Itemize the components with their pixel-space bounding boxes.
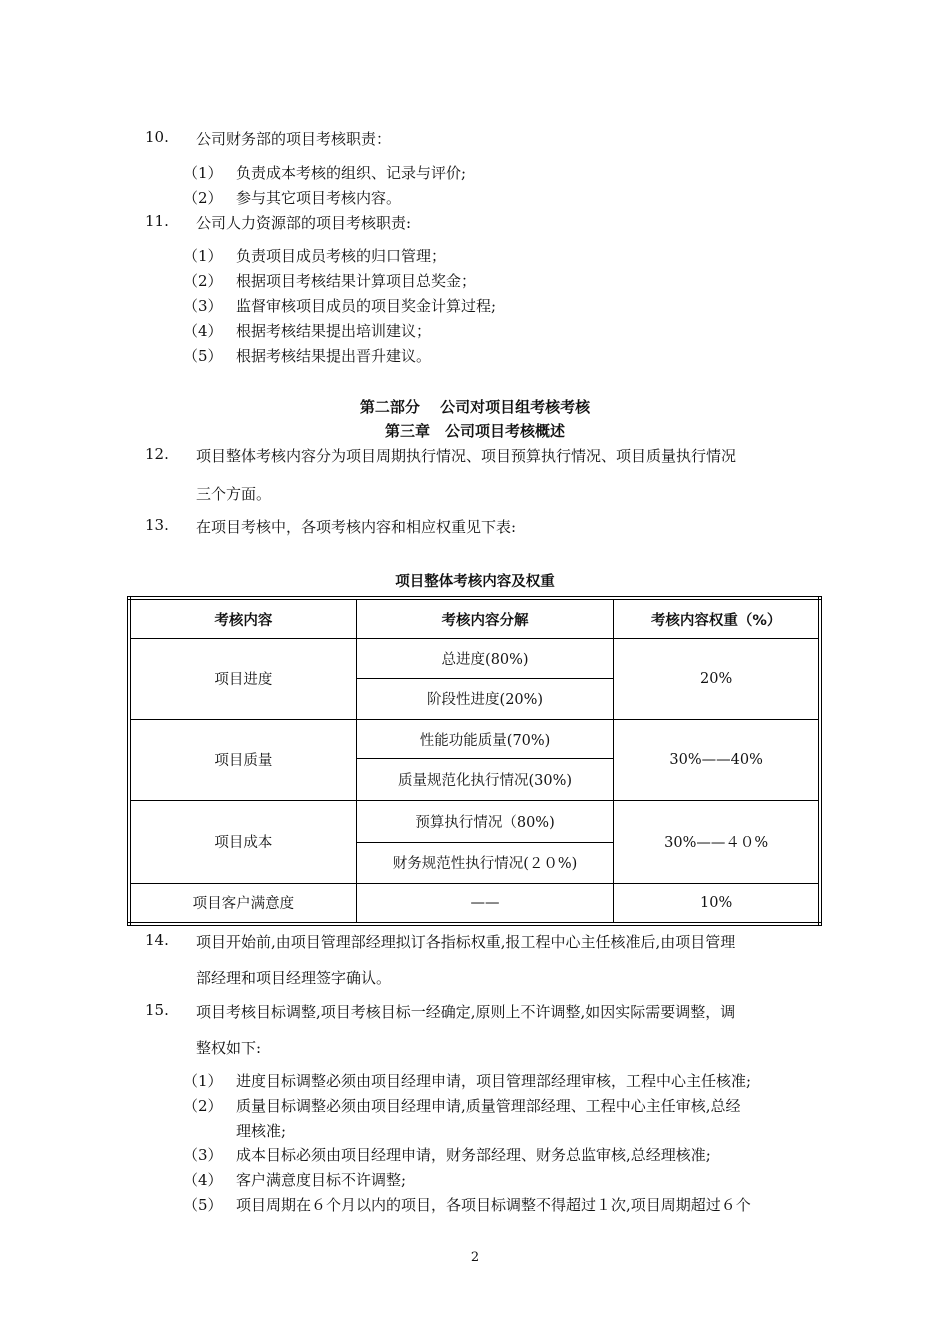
weight-value: 20% [614, 639, 820, 719]
header-weight: 考核内容权重（%） [614, 598, 820, 639]
item-11-sub-2-number: （2） [183, 272, 223, 290]
item-15-sub-3-text: 成本目标必须由项目经理申请，财务部经理、财务总监审核,总经理核准; [236, 1146, 711, 1164]
group-name: 项目客户满意度 [129, 883, 356, 924]
item-11-text: 公司人力资源部的项目考核职责: [196, 214, 412, 232]
item-15-line-1: 项目考核目标调整,项目考核目标一经确定,原则上不许调整,如因实际需要调整，调 [196, 1003, 736, 1021]
item-11-sub-4-number: （4） [183, 322, 223, 340]
item-12-line-2: 三个方面。 [196, 485, 272, 503]
item-14-line-2: 部经理和项目经理签字确认。 [196, 969, 392, 987]
item-15-sub-4-number: （4） [183, 1171, 223, 1189]
header-breakdown: 考核内容分解 [356, 598, 613, 639]
table-caption: 项目整体考核内容及权重 [395, 574, 555, 590]
item-11-sub-1-number: （1） [183, 247, 223, 265]
item-15-sub-4-text: 客户满意度目标不许调整; [236, 1171, 407, 1189]
item-11-sub-5-number: （5） [183, 347, 223, 365]
item-13-text: 在项目考核中，各项考核内容和相应权重见下表: [196, 518, 517, 536]
sub-item: 阶段性进度(20%) [356, 678, 613, 719]
sub-item: —— [356, 883, 613, 924]
item-11-sub-3-text: 监督审核项目成员的项目奖金计算过程; [236, 297, 497, 315]
item-13-number: 13. [145, 516, 169, 534]
table-row [129, 801, 820, 843]
weight-value: 30%——40% [614, 719, 820, 800]
table-row [129, 719, 820, 759]
chapter-title: 第三章 公司项目考核概述 [384, 422, 565, 440]
item-10-sub-2-number: （2） [183, 189, 223, 207]
sub-item: 预算执行情况（80%) [356, 801, 613, 843]
sub-item: 总进度(80%) [356, 639, 613, 679]
sub-item: 质量规范化执行情况(30%) [356, 759, 613, 801]
item-15-sub-5-number: （5） [183, 1196, 223, 1214]
item-15-line-2: 整权如下: [196, 1039, 262, 1057]
item-11-sub-2-text: 根据项目考核结果计算项目总奖金； [236, 272, 477, 290]
table-row [129, 883, 820, 924]
item-10-sub-1-text: 负责成本考核的组织、记录与评价; [236, 164, 467, 182]
item-12-line-1: 项目整体考核内容分为项目周期执行情况、项目预算执行情况、项目质量执行情况 [196, 447, 737, 465]
group-name: 项目进度 [129, 639, 356, 719]
item-15-sub-2-text: 质量目标调整必须由项目经理申请,质量管理部经理、工程中心主任审核,总经 [236, 1097, 741, 1115]
item-11-sub-1-text: 负责项目成员考核的归口管理； [236, 247, 447, 265]
weight-value: 10% [614, 883, 820, 924]
item-14-number: 14. [145, 931, 169, 949]
sub-item: 财务规范性执行情况(２０%) [356, 842, 613, 883]
page-number: 2 [470, 1250, 480, 1265]
item-15-number: 15. [145, 1001, 169, 1019]
item-10-number: 10. [145, 128, 169, 146]
group-name: 项目质量 [129, 719, 356, 800]
weights-table [127, 596, 822, 926]
item-10-sub-1-number: （1） [183, 164, 223, 182]
item-10-sub-2-text: 参与其它项目考核内容。 [236, 189, 402, 207]
item-15-sub-5-text: 项目周期在６个月以内的项目，各项目标调整不得超过１次,项目周期超过６个 [236, 1196, 751, 1214]
group-name: 项目成本 [129, 801, 356, 884]
item-15-sub-3-number: （3） [183, 1146, 223, 1164]
weight-value: 30%——４０% [614, 801, 820, 884]
item-11-sub-4-text: 根据考核结果提出培训建议； [236, 322, 432, 340]
item-15-sub-1-text: 进度目标调整必须由项目经理申请，项目管理部经理审核，工程中心主任核准; [236, 1072, 752, 1090]
table-header-row [129, 598, 820, 639]
item-11-sub-5-text: 根据考核结果提出晋升建议。 [236, 347, 432, 365]
item-12-number: 12. [145, 445, 169, 463]
item-15-sub-2-text-cont: 理核准; [236, 1122, 287, 1140]
table-row [129, 639, 820, 679]
part-title: 第二部分 公司对项目组考核考核 [359, 398, 591, 416]
item-11-number: 11. [145, 212, 169, 230]
item-14-line-1: 项目开始前,由项目管理部经理拟订各指标权重,报工程中心主任核准后,由项目管理 [196, 933, 736, 951]
header-content: 考核内容 [129, 598, 356, 639]
item-11-sub-3-number: （3） [183, 297, 223, 315]
item-10-text: 公司财务部的项目考核职责： [196, 130, 392, 148]
item-15-sub-1-number: （1） [183, 1072, 223, 1090]
sub-item: 性能功能质量(70%) [356, 719, 613, 759]
item-15-sub-2-number: （2） [183, 1097, 223, 1115]
